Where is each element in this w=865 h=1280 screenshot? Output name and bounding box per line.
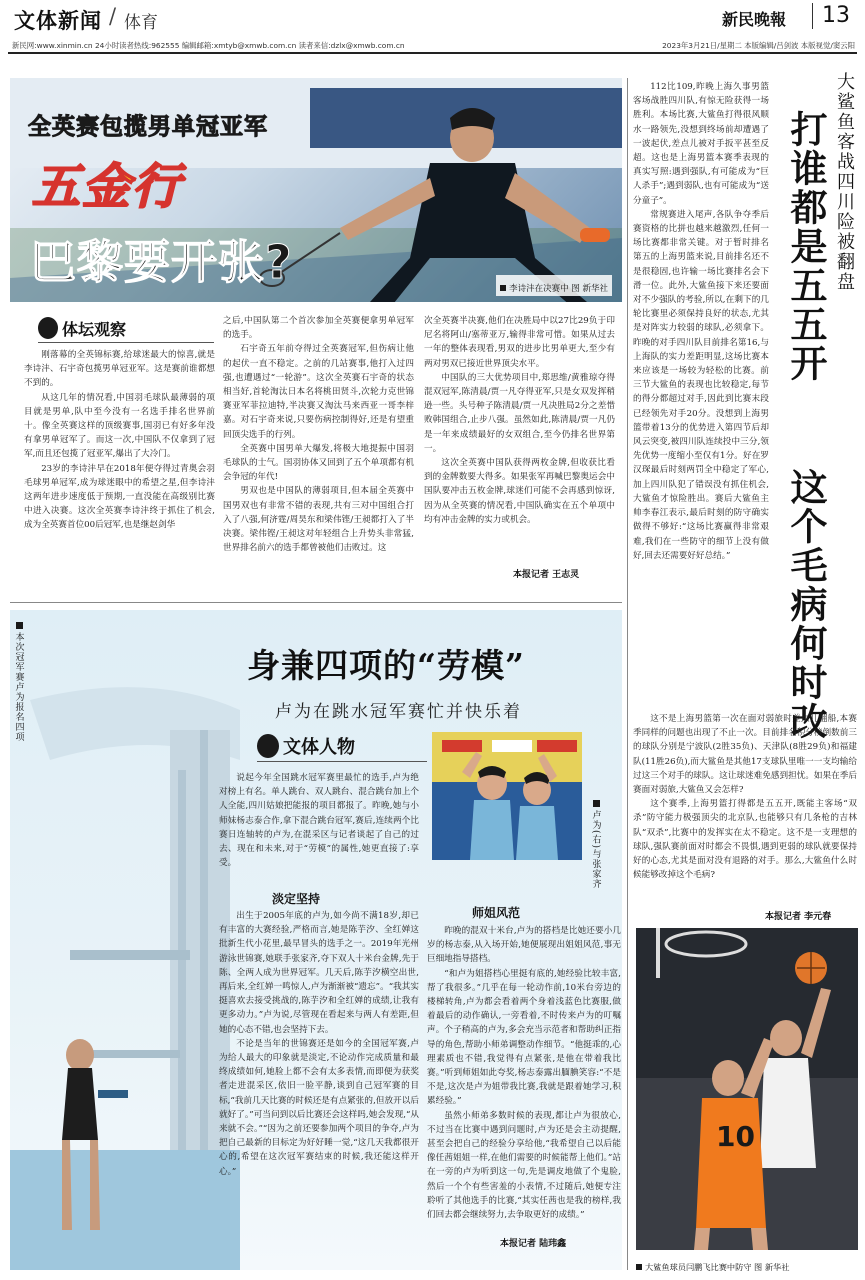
badminton-byline: 本报记者 王志灵 bbox=[513, 570, 580, 580]
badminton-col2: 之后,中国队第二个首次参加全英赛便拿男单冠军的选手。 石宇奇五年前夺得过全英赛冠军,但伤病让他的起伏一直不稳定。之前的几站赛事,他打入过四强,也遭遇过“一轮游”。这次全英赛石宇奇的状态相当好,首轮淘汰日本名将桃田贤斗,次轮力克世锦赛亚军菲拉迪特,半决赛又淘汰马来西亚一哥李梓嘉。对石宇奇来说,只要伤病控制得好,还是有望重回顶尖选手的行列。 全英赛中国男单大爆发,将极大地提振中国羽毛球队的士气。国羽协体又回到了五个单项都有机会争冠的年代! 男双也是中国队的薄弱项目,但本届全英赛中国男双也有非常不错的表现,共有三对中国组合打入了八强,何济霆/周昊东和梁伟铿/王昶都打入了半决赛。梁伟铿/王昶这对年轻组合上升势头非常猛,世界排名前六的选手都曾被他们击败过。这 bbox=[223, 316, 414, 554]
divers-photo bbox=[432, 732, 582, 860]
subsection-name: 体育 bbox=[124, 13, 158, 33]
basketball-title-1: 打谁都是五五开 bbox=[784, 110, 828, 383]
column-tag-people: 文体人物 bbox=[257, 734, 355, 758]
badminton-photo-caption: 李诗沣在决赛中 图 新华社 bbox=[496, 275, 612, 296]
basketball-photo bbox=[636, 928, 858, 1250]
diving-section-1: 出生于2005年底的卢为,如今尚不满18岁,却已有丰富的大赛经验,严格而言,她是陈芋汐、全红婵这批新生代小花里,最早冒头的选手之一。2019年光州游泳世锦赛,她联手张家齐,夺下双人十米台金牌,先于陈、全两人成为世界冠军。几天后,陈芋汐横空出世,再后来,全红婵一鸣惊人,卢为渐渐被“遗忘”。“我其实挺喜欢去接受挑战的,陈芋汐和全红婵的成绩,让我有更多动力。”卢为说,尽管现在看起来与两人有差距,但她的心态不错,也会坚持下去。 不论是当年的世锦赛还是如今的全国冠军赛,卢为给人最大的印象就是淡定,不论动作完成质量和最终成绩如何,她脸上都不会有太多表情,而即便为获奖者走进混采区,依旧一脸平静,谈到自己冠军赛的目标,“我前几天比赛的时候还是有点紧张的,但放开以后就好了。”可当问到以后比赛还会这样吗,她会发现,“从来就不会。”“因为之前还要参加两个项目的争夺,卢为把自己最新的目标定为好好睡一觉,“这几天我都很开心的,希望在这次冠军赛结束的时候,我还能这样开心。” bbox=[219, 911, 419, 1177]
basketball-body-wide: 这不是上海男篮第一次在面对弱旅时差点儿翻船,本赛季同样的问题也出现了不止一次。目前排名积分榜倒数前三的球队分别是宁波队(2胜35负)、天津队(8胜29负)和福建队(11胜26负),而大鲨鱼是其他17支球队里唯一一支均输给过这三个对手的球队。这让球迷难免感到担忧。如果在季后赛面对弱旅,大鲨鱼又会怎样? 这个赛季,上海男篮打得都是五五开,既能主客场“双杀”防守能力极强顶尖的北京队,也能够只有几条枪的吉林队“双杀”,比赛中的发挥实在太不稳定。这不是一支理想的球队,强队赛前面对时都会不畏惧,遇到更弱的球队就要保持好的心态,尤其是面对没有退路的对手。那么,大鲨鱼什么时候能够改掉这个毛病? bbox=[633, 714, 857, 881]
divider-horizontal bbox=[10, 602, 622, 603]
badminton-title-main: 五金行 bbox=[32, 159, 183, 215]
basketball-byline: 本报记者 李元春 bbox=[765, 912, 832, 922]
divider-vertical bbox=[627, 78, 628, 1270]
column-tag-rule bbox=[257, 761, 427, 762]
column-tag-rule bbox=[38, 342, 214, 343]
diving-byline: 本报记者 陆玮鑫 bbox=[500, 1239, 567, 1249]
diving-lead: 说起今年全国跳水冠军赛里最忙的选手,卢为绝对榜上有名。单人跳台、双人跳台、混合跳台加上个人全能,四川姑娘把能报的项目都报了。昨晚,她与小师妹杨志泰合作,拿下混合跳台冠军,赛后,连续两个比赛日连轴转的卢为,在混采区与记者谈起了自己的过去、现在和未来,对于“劳模”的属性,她更直接了:享受。 bbox=[219, 773, 419, 869]
caption-marker bbox=[593, 800, 600, 807]
diving-title: 身兼四项的“劳模” bbox=[247, 646, 525, 685]
badminton-col3: 次全英赛半决赛,他们在决胜局中以27比29负于印尼名将阿山/塞蒂亚万,输得非常可惜。如果从过去一年的整体表现看,男双的进步比男单更大,至少有两对男双已接近世界顶尖水平。 中国队的三大优势项目中,郑思维/黄雅琼夺得混双冠军,陈清晨/贾一凡夺得亚军,只是女双发挥稍逊一些。头号种子陈清晨/贾一凡决胜局2分之差惜败韩国组合,止步八强。虽然如此,陈清晨/贾一凡仍是一年来成绩最好的女双组合,至今仍排名世界第一。 这次全英赛中国队获得两枚金牌,但收获比看到的金牌数要大得多。如果张军再喊巴黎奥运会中国队要冲击五枚金牌,球迷们可能不会再感到惊讶,因为从全英赛的情况看,中国队确实在五个单项中均有冲击金牌的实力或机会。 bbox=[424, 316, 615, 525]
badminton-col1: 刚落幕的全英锦标赛,给球迷最大的惊喜,就是李诗沣、石宇奇包揽男单冠亚军。这是赛前谁都想不到的。 从这几年的情况看,中国羽毛球队最薄弱的项目就是男单,队中至今没有一名选手排名世界前十。像全英赛这样的顶级赛事,国羽已有好多年没有拿男单冠军了。而这一次,中国队不仅拿到了冠军,而且还包揽了冠亚军,爆出了大冷门。 23岁的李诗沣早在2018年便夺得过青奥会羽毛球男单冠军,成为球迷眼中的希望之星,但李诗沣这两年进步速度低于预期,一直没能在高级别比赛中进入决赛。这次全英赛李诗沣终于抓住了机会,成为全英赛首位00后冠军,也是继赵剑华 bbox=[24, 350, 215, 531]
masthead bbox=[0, 0, 865, 50]
diving-subtitle: 卢为在跳水冠军赛忙并快乐着 bbox=[275, 702, 522, 722]
section-divider: / bbox=[109, 4, 117, 28]
column-tag-icon bbox=[257, 734, 279, 758]
caption-marker bbox=[16, 622, 23, 629]
page-number: 13 bbox=[822, 3, 850, 28]
masthead-date: 2023年3月21日/星期二 本版编辑/吕剑波 本版视觉/窦云阳 bbox=[662, 41, 855, 50]
caption-marker bbox=[636, 1264, 642, 1270]
section-name: 文体新闻 bbox=[14, 8, 102, 33]
basketball-kicker: 大鲨鱼客战四川险被翻盘 bbox=[834, 72, 855, 292]
page-number-divider bbox=[812, 3, 813, 29]
badminton-photo bbox=[10, 78, 622, 302]
masthead-info: 新民网:www.xinmin.cn 24小时读者热线:962555 编辑邮箱:xmtyb@xmwb.com.cn 读者来信:dzlx@xmwb.com.cn bbox=[12, 41, 405, 50]
paper-name: 新民晚報 bbox=[722, 10, 787, 29]
basketball-jersey-number: 10 bbox=[716, 1120, 755, 1153]
basketball-body: 112比109,昨晚上海久事男篮客场战胜四川队,有惊无险获得一场胜利。本场比赛,大鲨鱼打得很风顺水一路领先,没想到终场前却遭遇了一波起伏,差点儿被对手扳平甚至反超。这也是上海男篮本赛季表现的真实写照:遇到强队,有可能成为“巨人杀手”;遇到弱队,也有可能成为“送分童子”。 常规赛进入尾声,各队争夺季后赛资格的比拼也越来越激烈,任何一场比赛都非常关键。对于暂时排名第五的上海男篮来说,目前排名还不是很稳固,也许输一场比赛排名会下滑一位。此外,大鲨鱼接下来还要面对不少强队的考验,所以,在剩下的几轮比赛里必须保持良好的状态,尤其是对阵实力较弱的球队,必须拿下。昨晚的对手四川队目前排名第16,与上海队的实力差距明显,这场比赛本来应该是一场较为轻松的比赛。前三节大鲨鱼的表现也比较稳定,每节的得分都超过对手,因此到比赛末段已经领先对手20分。没想到上海男篮带着13分的优势进入第四节后却风云突变,被四川队连续投中三分,领先优势一度缩小至仅有1分。好在罗汉琛最后时刻两罚全中稳定了军心,加上四川队犯了错误没有抓住机会,大鲨鱼才惊险胜出。赛后大鲨鱼主帅李春江表示,最后时刻的防守确实做得不够好:“这场比赛赢得非常艰难,我们在一些防守的细节上没有做好,回去还需要好好总结。” bbox=[633, 82, 769, 561]
masthead-rule bbox=[8, 52, 857, 54]
diving-subhead-2: 师姐风范 bbox=[472, 906, 521, 920]
badminton-kicker: 全英赛包揽男单冠亚军 bbox=[28, 114, 268, 140]
diving-subhead-1: 淡定坚持 bbox=[272, 892, 321, 906]
caption-marker bbox=[500, 285, 506, 291]
diving-photo-caption-right: 卢为(右)与张家齐 bbox=[589, 800, 603, 889]
column-tag-sports-watch: 体坛观察 bbox=[38, 317, 126, 339]
basketball-title-2: 这个毛病何时改 bbox=[784, 468, 828, 741]
column-tag-icon bbox=[38, 317, 58, 339]
basketball-photo-caption: 大鲨鱼球员闫鹏飞比赛中防守 图 新华社 bbox=[636, 1255, 789, 1274]
diving-photo-caption-left: 本次冠军赛卢为报名四项 bbox=[12, 622, 26, 742]
diving-section-2: 昨晚的混双十米台,卢为的搭档是比她还要小几岁的杨志泰,从入场开始,她便展现出姐姐风范,事无巨细地指导搭档。 “和卢为姐搭档心里挺有底的,她经验比较丰富,帮了我很多。”几乎在每一轮动作前,10米台旁边的楼梯转角,卢为都会看着两个身着浅蓝色比赛服,做着最后的动作确认,一旁看着,不时传来卢为的叮嘱声。个子稍高的卢为,多会充当示范者和帮助纠正指导的角色,帮助小师弟调整动作细节。“他挺乖的,心理素质也不错,我觉得有点紧张,是他在带着我比赛。”听到师姐如此夸奖,杨志泰露出腼腆笑容:“不是不是,这次是卢为姐带我比赛,我就是跟着她学习,积累经验。” 虽然小师弟多数时候的表现,都让卢为很放心,不过当在比赛中遇到问题时,卢为还是会主动提醒,甚至会把自己的经验分享给他,“我希望自己以后能像任茜姐姐一样,在他们需要的时候能帮上他们。”站在一旁的卢为听到这一句,先是调皮地做了个鬼脸,然后一个个有些害羞的小表情,不过随后,她便专注聆听了其他选手的比赛,“其实任茜也是我的榜样,我们回去都会继续努力,去争取更好的成绩。” bbox=[427, 926, 621, 1221]
diving-venue-photo bbox=[10, 670, 240, 1270]
badminton-title-sub: 巴黎要开张? bbox=[30, 235, 293, 289]
